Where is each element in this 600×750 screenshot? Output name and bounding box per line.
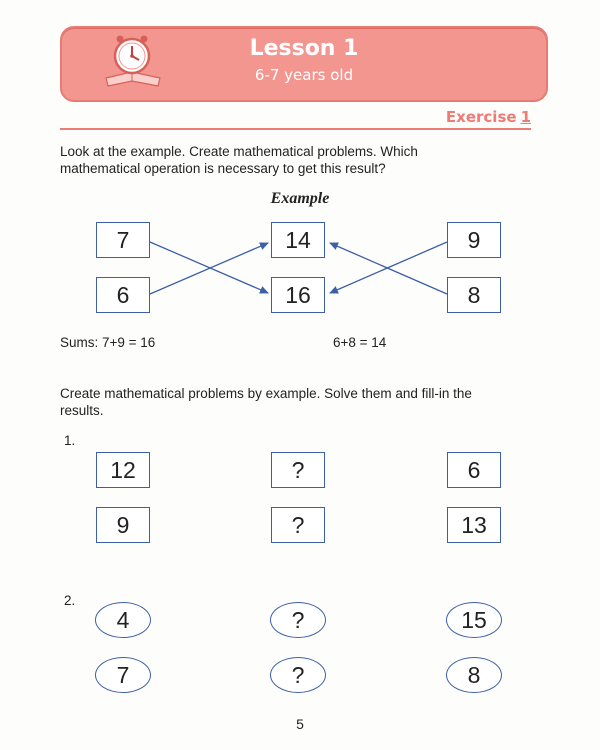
example-box-middle-top: 14 <box>271 222 325 258</box>
problem-1-box-left-bottom: 9 <box>96 507 150 543</box>
header-divider <box>60 128 531 130</box>
sums-text: Sums: 7+9 = 16 <box>60 335 156 350</box>
problem-1-box-left-top: 12 <box>96 452 150 488</box>
example-box-right-bottom: 8 <box>447 277 501 313</box>
problem-2-answer-top[interactable]: ? <box>270 602 326 638</box>
instructions-line-1: Look at the example. Create mathematical problems. Which <box>60 144 418 159</box>
arrow-7-to-16 <box>150 242 268 293</box>
exercise-label: Exercise <box>445 108 517 126</box>
example-box-middle-bottom: 16 <box>271 277 325 313</box>
problem-1-box-right-top: 6 <box>447 452 501 488</box>
example-box-right-top: 9 <box>447 222 501 258</box>
task-line-2: results. <box>60 403 104 418</box>
example-title: Example <box>270 190 330 207</box>
age-subtitle: 6-7 years old <box>254 66 354 84</box>
problem-2-oval-right-bottom: 8 <box>446 657 502 693</box>
sum-2-text: 6+8 = 14 <box>333 335 387 350</box>
problem-2-oval-left-bottom: 7 <box>95 657 151 693</box>
lesson-title: Lesson 1 <box>249 36 359 61</box>
problem-2-oval-left-top: 4 <box>95 602 151 638</box>
problem-1-answer-top[interactable]: ? <box>271 452 325 488</box>
problem-1-answer-bottom[interactable]: ? <box>271 507 325 543</box>
arrow-9-to-16 <box>330 242 447 293</box>
instructions <box>60 143 418 177</box>
problem-1-box-right-bottom: 13 <box>447 507 501 543</box>
arrow-8-to-14 <box>330 243 447 294</box>
problem-1-label: 1. <box>64 433 76 448</box>
problem-2-oval-right-top: 15 <box>446 602 502 638</box>
problem-2-label: 2. <box>64 593 76 608</box>
arrow-6-to-14 <box>150 243 268 294</box>
task-line-1: Create mathematical problems by example. Solve them and fill-in the <box>60 386 472 401</box>
instructions-line-2: mathematical operation is necessary to get this result? <box>60 161 386 176</box>
task-instructions <box>60 385 472 419</box>
exercise-heading <box>446 108 531 126</box>
page-number: 5 <box>296 716 304 732</box>
example-box-left-top: 7 <box>96 222 150 258</box>
exercise-number: 1 <box>520 108 531 126</box>
lesson-banner <box>60 26 548 102</box>
problem-2-answer-bottom[interactable]: ? <box>270 657 326 693</box>
example-box-left-bottom: 6 <box>96 277 150 313</box>
